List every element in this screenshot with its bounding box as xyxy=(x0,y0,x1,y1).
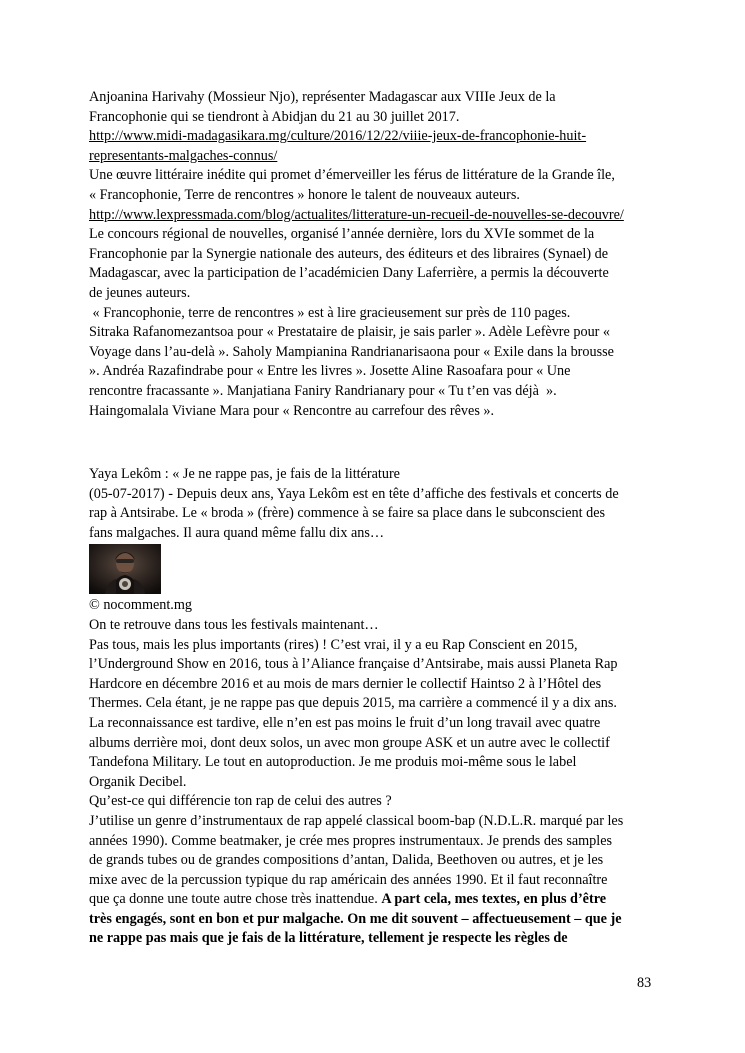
bold-text-line: ne rappe pas mais que je fais de la littérature, tellement je respecte les règles de xyxy=(89,930,568,947)
url-link-midi-continued[interactable]: representants-malgaches-connus/ xyxy=(89,147,278,164)
text-line: années 1990). Comme beatmaker, je crée mes propres instrumentaux. Je prends des samples xyxy=(89,832,613,849)
text-line: rencontre fracassante ». Manjatiana Faniry Randrianary pour « Tu t’en vas déjà ». xyxy=(89,382,557,399)
section-francophonie xyxy=(89,88,664,421)
text-line: Sitraka Rafanomezantsoa pour « Prestataire de plaisir, je sais parler ». Adèle Lefèvre pour « xyxy=(89,324,611,341)
text-line: Organik Decibel. xyxy=(89,773,187,790)
text-line: Madagascar, avec la participation de l’académicien Dany Laferrière, a permis la découverte xyxy=(89,265,609,282)
text-line: Anjoanina Harivahy (Mossieur Njo), représenter Madagascar aux VIIIe Jeux de la xyxy=(89,89,556,105)
text-line: J’utilise un genre d’instrumentaux de rap appelé classical boom-bap (N.D.L.R. marqué par les xyxy=(89,812,624,829)
text-line: « Francophonie, Terre de rencontres » honore le talent de nouveaux auteurs. xyxy=(89,186,520,203)
text-line: Le concours régional de nouvelles, organisé l’année dernière, lors du XVIe sommet de la xyxy=(89,226,595,243)
text-line: ». Andréa Razafindrabe pour « Entre les livres ». Josette Aline Rasoafara pour « Une xyxy=(89,363,571,380)
text-line: « Francophonie, terre de rencontres » est à lire gracieusement sur près de 110 pages. xyxy=(89,304,571,321)
interview-question: On te retrouve dans tous les festivals maintenant… xyxy=(89,616,379,633)
text-line: Haingomalala Viviane Mara pour « Rencontre au carrefour des rêves ». xyxy=(89,402,495,419)
bold-text-line: très engagés, sont en bon et pur malgache. On me dit souvent – affectueusement – que je xyxy=(89,910,622,927)
text-line: rap à Antsirabe. Le « broda » (frère) commence à se faire sa place dans le subconscient des xyxy=(89,505,606,522)
url-link-lexpress[interactable]: http://www.lexpressmada.com/blog/actualites/litterature-un-recueil-de-nouvelles-se-decouvre/ xyxy=(89,206,624,223)
text-line: Thermes. Cela étant, je ne rappe pas que depuis 2015, ma carrière a commencé il y a dix ans. xyxy=(89,695,617,712)
text-line: Une œuvre littéraire inédite qui promet d’émerveiller les férus de littérature de la Grande île, xyxy=(89,167,615,184)
text-line: de grands tubes ou de grandes compositions d’antan, Dalida, Beethoven ou autres, et je les xyxy=(89,852,604,869)
text-line: mixe avec de la percussion typique du rap américain des années 1990. Et il faut reconnaître xyxy=(89,871,608,888)
mixed-weight-line xyxy=(89,890,664,910)
text-line: l’Underground Show en 2016, tous à l’Aliance française d’Antsirabe, mais aussi Planeta Rap xyxy=(89,656,618,673)
rapper-photo xyxy=(89,544,161,594)
text-line: Francophonie par la Synergie nationale des auteurs, des éditeurs et des libraires (Synael) de xyxy=(89,245,608,262)
text-line: de jeunes auteurs. xyxy=(89,284,191,301)
text-line: (05-07-2017) - Depuis deux ans, Yaya Lekôm est en tête d’affiche des festivals et concerts de xyxy=(89,485,619,502)
text-line: Hardcore en décembre 2016 et au mois de mars dernier le collectif Haintso 2 à l’Hôtel des xyxy=(89,675,602,692)
photo-caption: © nocomment.mg xyxy=(89,597,192,614)
url-link-midi[interactable]: http://www.midi-madagasikara.mg/culture/2016/12/22/viiie-jeux-de-francophonie-huit- xyxy=(89,128,587,145)
page-number: 83 xyxy=(637,975,652,991)
text-line: Francophonie qui se tiendront à Abidjan du 21 au 30 juillet 2017. xyxy=(89,108,460,125)
text-line: Tandefona Military. Le tout en autoproduction. Je me produis moi-même sous le label xyxy=(89,754,577,771)
article-heading: Yaya Lekôm : « Je ne rappe pas, je fais de la littérature xyxy=(89,466,400,482)
text-line: albums derrière moi, dont deux solos, un avec mon groupe ASK et un autre avec le collectif xyxy=(89,734,610,751)
text-line: Pas tous, mais les plus importants (rires) ! C’est vrai, il y a eu Rap Conscient en 2015, xyxy=(89,636,578,653)
text-line: La reconnaissance est tardive, elle n’en est pas moins le fruit d’un long travail avec quatre xyxy=(89,714,601,731)
normal-text: que ça donne une toute autre chose très inattendue. xyxy=(89,891,382,908)
interview-question: Qu’est-ce qui différencie ton rap de celui des autres ? xyxy=(89,793,392,810)
text-line: Voyage dans l’au-delà ». Saholy Mampianina Randrianarisaona pour « Exile dans la brousse xyxy=(89,343,614,360)
bold-text: A part cela, mes textes, en plus d’être xyxy=(381,891,607,908)
section-yaya-lekom xyxy=(89,465,664,949)
text-line: fans malgaches. Il aura quand même fallu dix ans… xyxy=(89,524,385,541)
